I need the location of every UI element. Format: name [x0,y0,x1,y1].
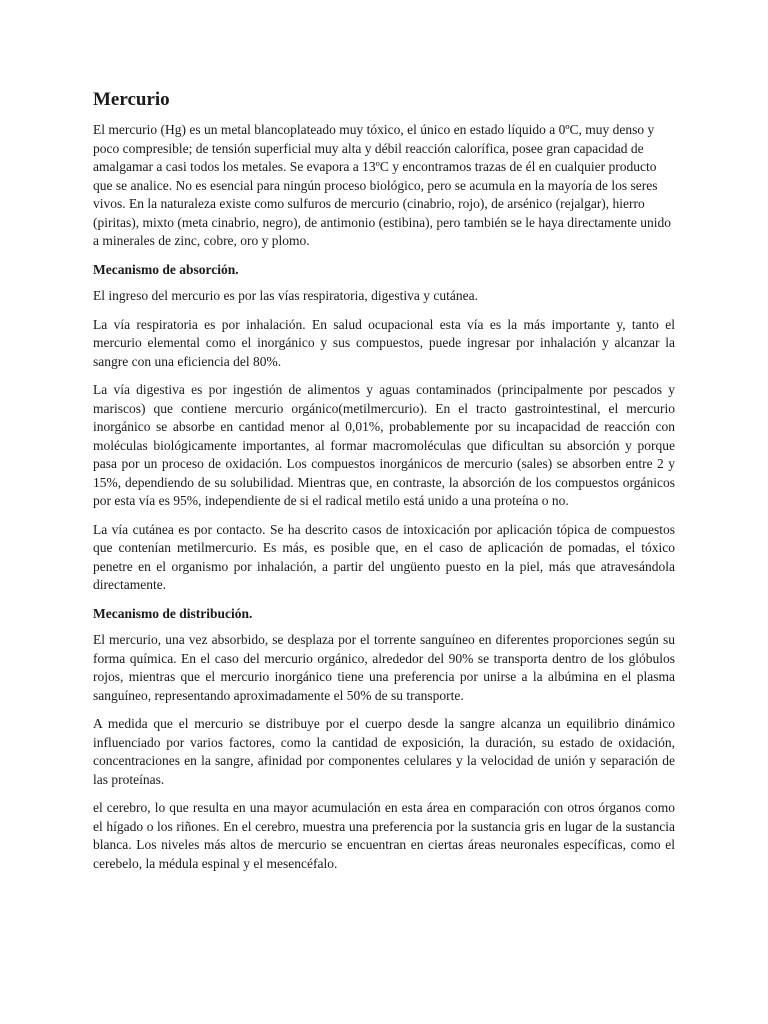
distribution-paragraph-3: el cerebro, lo que resulta en una mayor acumulación en esta área en comparación con otros órganos como el hígado o los riñones. En el cerebro, muestra una preferencia por la sustancia gris en lugar de la sustancia blanca. Los niveles más altos de mercurio se encuentran en ciertas áreas neuronales específicas, como el cerebelo, la médula espinal y el mesencéfalo. [93,800,675,871]
distribution-paragraph-1: El mercurio, una vez absorbido, se desplaza por el torrente sanguíneo en diferentes proporciones según su forma química. En el caso del mercurio orgánico, alrededor del 90% se transporta dentro de los glóbulos rojos, mientras que el mercurio inorgánico tiene una preferencia por unirse a la albúmina en el plasma sanguíneo, representando aproximadamente el 50% de su transporte. [93,632,675,703]
absorption-heading: Mecanismo de absorción. [93,261,239,277]
absorption-paragraph-4: La vía cutánea es por contacto. Se ha descrito casos de intoxicación por aplicación tópica de compuestos que contenían metilmercurio. Es más, es posible que, en el caso de aplicación de pomadas, el tóxico penetre en el organismo por inhalación, a partir del ungüento puesto en la piel, más que atravesándola directamente. [93,521,675,592]
absorption-paragraph-2: La vía respiratoria es por inhalación. En salud ocupacional esta vía es la más importante y, tanto el mercurio elemental como el inorgánico y sus compuestos, puede ingresar por inhalación y alcanzar la sangre con una eficiencia del 80%. [93,316,675,369]
document-title: Mercurio [93,89,170,110]
distribution-heading: Mecanismo de distribución. [93,605,253,621]
absorption-paragraph-3: La vía digestiva es por ingestión de alimentos y aguas contaminados (principalmente por pescados y mariscos) que contiene mercurio orgánico(metilmercurio). En el tracto gastrointestinal, el mercurio inorgánico se absorbe en cantidad menor al 0,01%, probablemente por su incapacidad de reacción con moléculas biológicamente importantes, al formar macromoléculas que dificultan su absorción y porque pasa por un proceso de oxidación. Los compuestos inorgánicos de mercurio (sales) se absorben entre 2 y 15%, dependiendo de su solubilidad. Mientras que, en contraste, la absorción de los compuestos orgánicos por esta vía es 95%, independiente de si el radical metilo está unido a una proteína o no. [93,382,675,508]
distribution-paragraph-2: A medida que el mercurio se distribuye por el cuerpo desde la sangre alcanza un equilibrio dinámico influenciado por varios factores, como la cantidad de exposición, la duración, su estado de oxidación, concentraciones en la sangre, afinidad por componentes celulares y la velocidad de unión y separación de las proteínas. [93,716,675,787]
document-page [93,88,675,883]
intro-paragraph: El mercurio (Hg) es un metal blancoplateado muy tóxico, el único en estado líquido a 0ºC, muy denso y poco compresible; de tensión superficial muy alta y débil reacción calorífica, posee gran capacidad de amalgamar a casi todos los metales. Se evapora a 13ºC y encontramos trazas de él en cualquier producto que se analice. No es esencial para ningún proceso biológico, pero se acumula en la mayoría de los seres vivos. En la naturaleza existe como sulfuros de mercurio (cinabrio, rojo), de arsénico (rejalgar), hierro (piritas), mixto (meta cinabrio, negro), de antimonio (estibina), pero también se le haya directamente unido a minerales de zinc, cobre, oro y plomo. [93,122,672,248]
absorption-paragraph-1: El ingreso del mercurio es por las vías respiratoria, digestiva y cutánea. [93,288,478,303]
